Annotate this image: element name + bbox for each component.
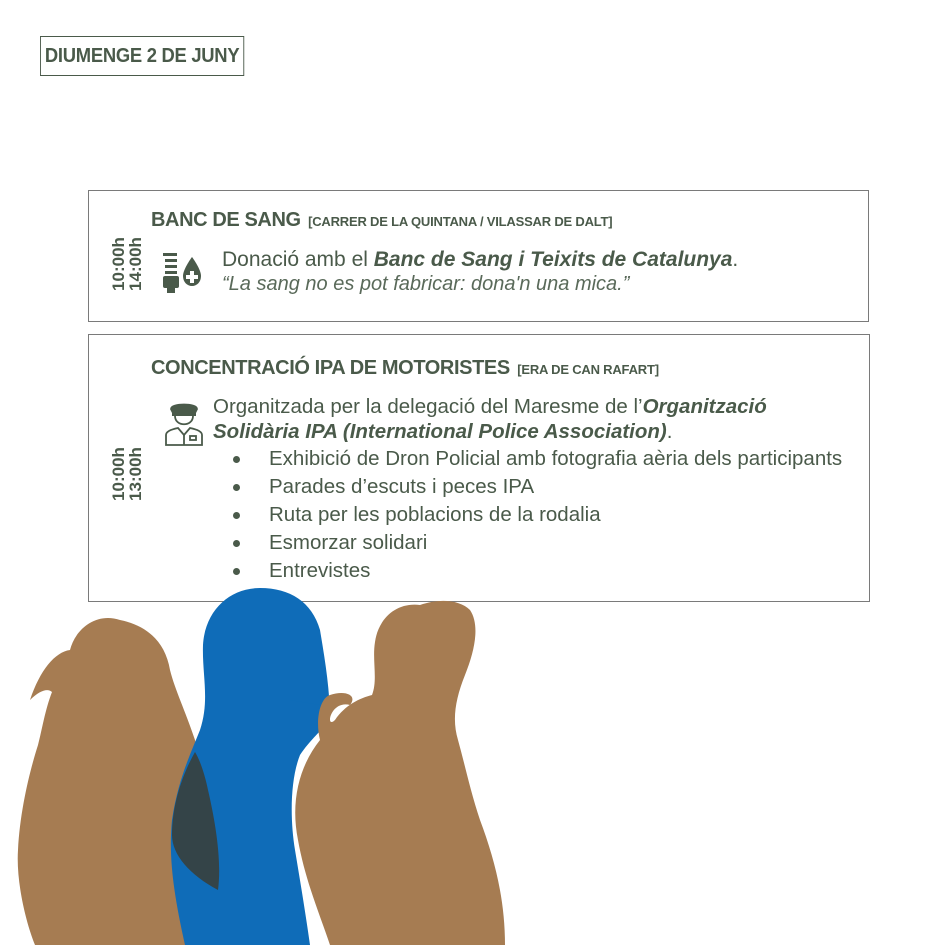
- list-item: Ruta per les poblacions de la rodalia: [229, 501, 842, 529]
- desc-organization: Banc de Sang i Teixits de Catalunya: [373, 248, 733, 271]
- people-silhouettes-illustration: [0, 580, 560, 945]
- desc-prefix: Donació amb el: [222, 248, 374, 271]
- date-header: DIUMENGE 2 DE JUNY: [40, 36, 244, 76]
- activities-list: [229, 445, 842, 585]
- list-item: Entrevistes: [229, 557, 842, 585]
- event-title: [151, 357, 659, 380]
- desc-organization: Organització Solidària IPA (International Police Association): [213, 395, 767, 443]
- event-title-text: CONCENTRACIÓ IPA DE MOTORISTES: [151, 357, 510, 379]
- list-item: Esmorzar solidari: [229, 529, 842, 557]
- event-title-text: BANC DE SANG: [151, 209, 301, 231]
- desc-suffix: .: [666, 420, 673, 443]
- event-location: [ERA DE CAN RAFART]: [517, 362, 659, 377]
- woman-right-silhouette: [295, 601, 505, 945]
- police-officer-icon: [163, 397, 205, 452]
- event-location: [CARRER DE LA QUINTANA / VILASSAR DE DALT]: [308, 214, 613, 229]
- event-description: [213, 394, 833, 444]
- event-quote: “La sang no es pot fabricar: dona'n una mica.”: [222, 273, 630, 295]
- event-time: [110, 434, 144, 514]
- event-concentracio-ipa: [88, 334, 870, 602]
- desc-suffix: .: [732, 248, 739, 271]
- event-banc-de-sang: [88, 190, 869, 322]
- desc-prefix: Organitzada per la delegació del Maresme de l’: [213, 395, 643, 418]
- time-end: 14:00h: [126, 237, 145, 291]
- list-item: Parades d’escuts i peces IPA: [229, 473, 842, 501]
- time-start: 10:00h: [109, 447, 128, 501]
- list-item: Exhibició de Dron Policial amb fotografia aèria dels participants: [229, 445, 842, 473]
- event-description: [222, 247, 738, 273]
- event-title: [151, 209, 612, 232]
- time-end: 13:00h: [126, 447, 145, 501]
- time-start: 10:00h: [109, 237, 128, 291]
- blood-donation-icon: [161, 247, 205, 302]
- event-time: [110, 224, 144, 304]
